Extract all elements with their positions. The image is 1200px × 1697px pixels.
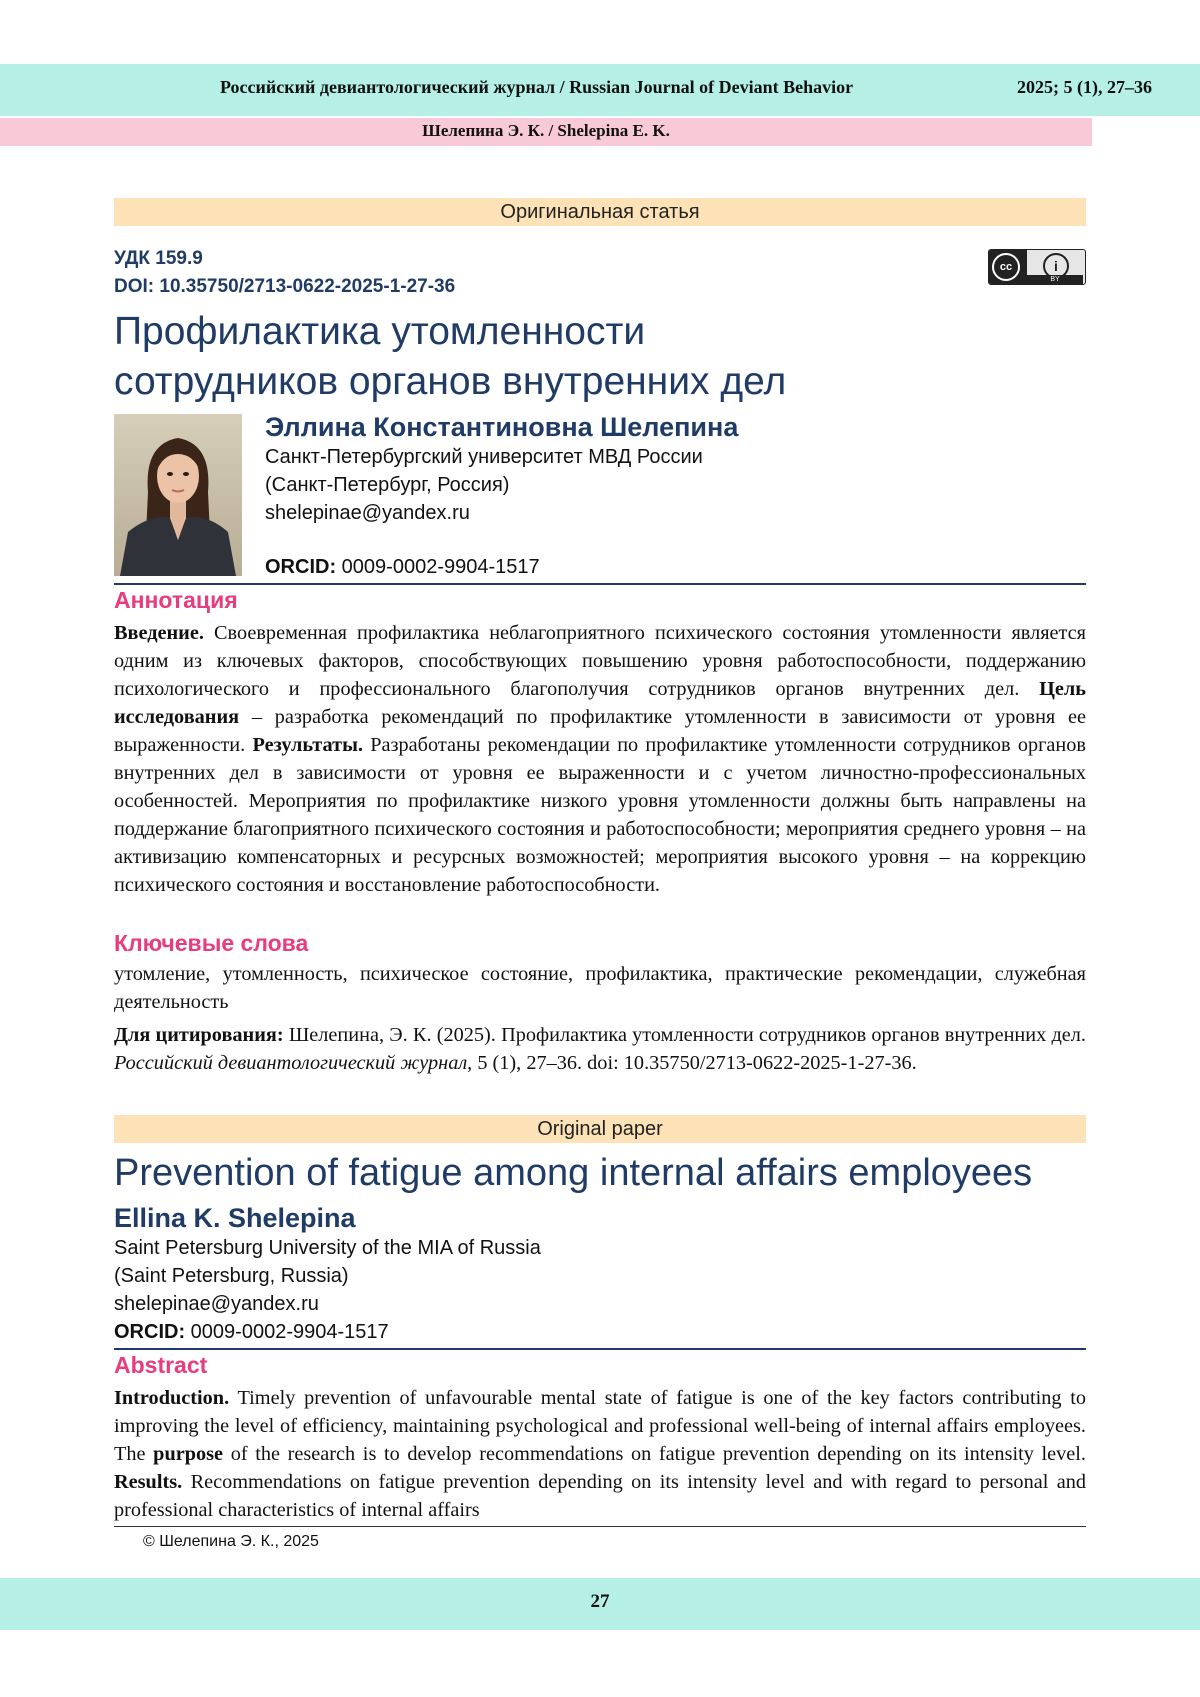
running-author: Шелепина Э. К. / Shelepina E. K.: [422, 121, 670, 140]
issue-pages: 2025; 5 (1), 27–36: [1017, 77, 1152, 97]
citation-journal: Российский девиантологический журнал,: [114, 1052, 473, 1074]
location-ru: (Санкт-Петербург, Россия): [265, 474, 510, 496]
intro-label: Введение.: [114, 622, 204, 644]
divider: [114, 583, 1086, 585]
attribution-icon: i: [1043, 253, 1069, 279]
cc-logo-block: [989, 250, 1027, 284]
email-en[interactable]: shelepinae@yandex.ru: [114, 1293, 319, 1315]
author-photo: [114, 414, 242, 576]
author-portrait-illustration: [114, 414, 242, 576]
orcid-en: [114, 1321, 389, 1344]
article-title-ru-line2: сотрудников органов внутренних дел: [114, 360, 787, 403]
orcid-id[interactable]: 0009-0002-9904-1517: [190, 1321, 389, 1343]
divider: [114, 1348, 1086, 1350]
affiliation-en: Saint Petersburg University of the MIA of Russia: [114, 1237, 541, 1259]
citation: [114, 1021, 1086, 1077]
purpose-label: purpose: [153, 1443, 224, 1465]
orcid-id[interactable]: 0009-0002-9904-1517: [341, 556, 540, 578]
cc-icon: cc: [992, 253, 1020, 281]
email-ru[interactable]: shelepinae@yandex.ru: [265, 502, 470, 524]
article-type-ru: Оригинальная статья: [114, 198, 1086, 226]
location-en: (Saint Petersburg, Russia): [114, 1265, 349, 1287]
author-name-en: Ellina K. Shelepina: [114, 1203, 356, 1233]
results-label: Результаты.: [252, 734, 363, 756]
abstract-ru: [114, 619, 1086, 899]
article-title-ru: [114, 307, 786, 407]
orcid-label: ORCID:: [114, 1321, 186, 1343]
cc-by-license[interactable]: [988, 249, 1086, 285]
udk-doi: [114, 245, 455, 301]
citation-text: Шелепина, Э. К. (2025). Профилактика утомленности сотрудников органов внутренних дел.: [288, 1024, 1086, 1046]
copyright: © Шелепина Э. К., 2025: [143, 1533, 319, 1550]
article-type-en: Original paper: [114, 1115, 1086, 1143]
results-label: Results.: [114, 1471, 183, 1493]
cc-by-label: BY: [1027, 275, 1083, 284]
doi[interactable]: DOI: 10.35750/2713-0622-2025-1-27-36: [114, 276, 456, 297]
author-name-ru: Эллина Константиновна Шелепина: [265, 412, 739, 442]
goal-label: Цель исследования: [114, 678, 1086, 728]
journal-name: Российский девиантологический журнал / Russian Journal of Deviant Behavior: [220, 77, 854, 97]
intro-label: Introduction.: [114, 1387, 230, 1409]
purpose-text: of the research is to develop recommendations on fatigue prevention depending on its intensity level.: [230, 1443, 1086, 1465]
article-title-ru-line1: Профилактика утомленности: [114, 310, 646, 353]
goal-text: – разработка рекомендаций по профилактике утомленности в зависимости от уровня ее выраженности.: [114, 706, 1086, 756]
orcid-label: ORCID:: [265, 556, 337, 578]
divider: [114, 1526, 1086, 1527]
keywords: утомление, утомленность, психическое состояние, профилактика, практические рекомендации, служебная деятельность: [114, 963, 1086, 1013]
article-title-en: Prevention of fatigue among internal affairs employees: [114, 1152, 1033, 1194]
abstract-heading-en: Abstract: [114, 1352, 208, 1378]
results-text: Recommendations on fatigue prevention depending on its intensity level and with regard to personal and professional characteristics of internal affairs: [114, 1471, 1086, 1521]
intro-text: Своевременная профилактика неблагоприятного психического состояния утомленности является одним из ключевых факторов, способствующих повышению уровня работоспособности, поддержанию психологического и профессионального благополучия сотрудников органов внутренних дел.: [114, 622, 1086, 700]
citation-tail: 5 (1), 27–36. doi: 10.35750/2713-0622-2025-1-27-36.: [477, 1052, 917, 1074]
abstract-en: [114, 1384, 1086, 1524]
abstract-heading-ru: Аннотация: [114, 587, 238, 613]
intro-text: Timely prevention of unfavourable mental state of fatigue is one of the key factors contributing to improving the level of efficiency, maintaining psychological and professional well-being of internal affairs employees. The: [114, 1387, 1086, 1465]
citation-label: Для цитирования:: [114, 1024, 284, 1046]
page-number: 27: [590, 1591, 610, 1612]
orcid-ru: [265, 556, 540, 579]
keywords-heading: Ключевые слова: [114, 930, 309, 956]
results-text: Разработаны рекомендации по профилактике утомленности сотрудников органов внутренних дел в зависимости от уровня ее выраженности и с учетом личностно-профессиональных особенностей. Мероприятия по профилактике низкого уровня утомленности должны быть направлены на поддержание благоприятного психического состояния и работоспособности; мероприятия среднего уровня – на активизацию компенсаторных и ресурсных возможностей; мероприятия высокого уровня – на коррекцию психического состояния и восстановление работоспособности.: [114, 734, 1086, 896]
affiliation-ru: Санкт-Петербургский университет МВД России: [265, 446, 703, 468]
udk: УДК 159.9: [114, 248, 203, 269]
